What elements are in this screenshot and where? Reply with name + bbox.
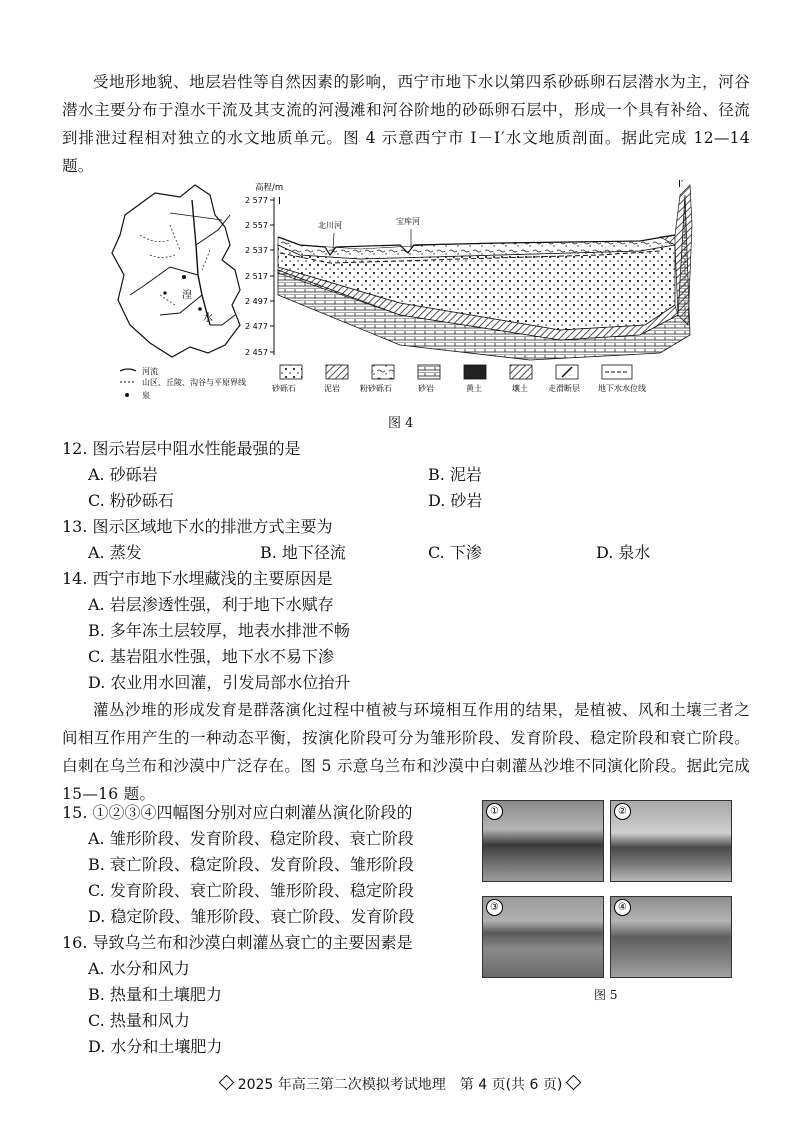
photo-1-label: ①	[486, 803, 503, 820]
y-axis-label: 高程/m	[255, 183, 284, 193]
legend-silty-gravel: 粉砂砾石	[360, 384, 392, 393]
legend-fault: 走滑断层	[548, 384, 580, 393]
question-15-option-d[interactable]: D. 稳定阶段、雏形阶段、衰亡阶段、发育阶段	[88, 907, 415, 926]
question-12-option-d[interactable]: D. 砂岩	[428, 491, 483, 510]
question-12-option-a[interactable]: A. 砂砾岩	[88, 465, 158, 484]
question-15-stem: 15. ①②③④四幅图分别对应白刺灌丛演化阶段的	[62, 803, 413, 822]
page-footer	[0, 1074, 800, 1094]
question-14-stem: 14. 西宁市地下水埋藏浅的主要原因是	[62, 569, 333, 588]
svg-text:2 537: 2 537	[245, 246, 268, 255]
legend-mudstone: 泥岩	[324, 384, 340, 393]
figure-4-drawing	[100, 175, 700, 410]
question-16-stem: 16. 导致乌兰布和沙漠白刺灌丛衰亡的主要因素是	[62, 933, 413, 952]
footer-diamond-right-icon	[566, 1075, 582, 1091]
legend-sandstone: 砂岩	[418, 384, 434, 393]
question-13-option-c[interactable]: C. 下渗	[428, 543, 482, 562]
cross-section	[245, 179, 692, 360]
svg-text:2 517: 2 517	[245, 272, 268, 281]
footer-text: 2025 年高三第二次模拟考试地理 第 4 页(共 6 页)	[237, 1077, 563, 1093]
svg-text:2 497: 2 497	[245, 297, 268, 306]
photo-stage-4	[610, 896, 732, 978]
question-13-option-a[interactable]: A. 蒸发	[88, 543, 142, 562]
question-16-option-c[interactable]: C. 热量和风力	[88, 1011, 190, 1030]
question-14-option-b[interactable]: B. 多年冻土层较厚，地表水排泄不畅	[88, 621, 350, 640]
photo-stage-1	[482, 800, 604, 882]
map-legend	[120, 366, 246, 400]
question-14-option-d[interactable]: D. 农业用水回灌，引发局部水位抬升	[88, 673, 351, 692]
section-legend	[272, 365, 646, 393]
figure-4	[100, 175, 700, 430]
y-ticks	[245, 196, 274, 357]
question-16-option-d[interactable]: D. 水分和土壤肥力	[88, 1037, 223, 1056]
question-13-stem: 13. 图示区域地下水的排泄方式主要为	[62, 517, 333, 536]
section-start-label: I	[278, 196, 281, 207]
svg-text:2 457: 2 457	[245, 348, 268, 357]
question-12-option-c[interactable]: C. 粉砂砾石	[88, 491, 174, 510]
map-label-shui: 水	[203, 313, 213, 324]
river-baoku-label: 宝库河	[396, 217, 420, 226]
question-15-option-c[interactable]: C. 发育阶段、衰亡阶段、雏形阶段、稳定阶段	[88, 881, 414, 900]
figure-5	[480, 800, 736, 1000]
legend-loam: 壤土	[512, 384, 528, 393]
photo-stage-3	[482, 896, 604, 978]
figure-4-caption: 图 4	[388, 416, 414, 431]
question-14-option-c[interactable]: C. 基岩阻水性强，地下水不易下渗	[88, 647, 334, 666]
svg-text:2 577: 2 577	[245, 196, 268, 205]
question-13-option-d[interactable]: D. 泉水	[596, 543, 651, 562]
photo-4-label: ④	[614, 899, 631, 916]
basin-map	[112, 185, 240, 357]
legend-water-table: 地下水水位线	[598, 384, 646, 393]
photo-2-label: ②	[614, 803, 631, 820]
svg-text:2 477: 2 477	[245, 322, 268, 331]
intro-paragraph-groundwater: 受地形地貌、地层岩性等自然因素的影响，西宁市地下水以第四系砂砾卵石层潜水为主，河谷潜水主要分布于湟水干流及其支流的河漫滩和河谷阶地的砂砾卵石层中，形成一个具有补给、径流到排泄过程相对独立的水文地质单元。图 4 示意西宁市 Ⅰ－Ⅰ′水文地质剖面。据此完成 12—14 题。	[62, 73, 750, 175]
map-legend-spring: 泉	[142, 391, 150, 400]
question-15-option-a[interactable]: A. 雏形阶段、发育阶段、稳定阶段、衰亡阶段	[88, 829, 414, 848]
map-legend-boundary: 山区、丘陵、沟谷与平原界线	[142, 378, 246, 387]
question-12-stem: 12. 图示岩层中阻水性能最强的是	[62, 439, 301, 458]
photo-stage-2	[610, 800, 732, 882]
question-15-option-b[interactable]: B. 衰亡阶段、稳定阶段、发育阶段、雏形阶段	[88, 855, 414, 874]
river-beichuan-label: 北川河	[318, 221, 342, 230]
question-14-option-a[interactable]: A. 岩层渗透性强，利于地下水赋存	[88, 595, 334, 614]
question-13-option-b[interactable]: B. 地下径流	[260, 543, 346, 562]
map-legend-river: 河流	[142, 367, 158, 376]
photo-3-label: ③	[486, 899, 503, 916]
map-label-huang: 湟	[182, 290, 192, 301]
legend-gravel: 砂砾石	[272, 384, 296, 393]
question-12-option-b[interactable]: B. 泥岩	[428, 465, 482, 484]
question-16-option-b[interactable]: B. 热量和土壤肥力	[88, 985, 222, 1004]
section-end-label: I′	[678, 179, 684, 190]
legend-loess: 黄土	[466, 384, 482, 393]
footer-diamond-left-icon	[218, 1075, 234, 1091]
question-16-option-a[interactable]: A. 水分和风力	[88, 959, 190, 978]
svg-text:2 557: 2 557	[245, 221, 268, 230]
intro-paragraph-nitraria: 灌丛沙堆的形成发育是群落演化过程中植被与环境相互作用的结果，是植被、风和土壤三者之间相互作用产生的一种动态平衡，按演化阶段可分为雏形阶段、发育阶段、稳定阶段和衰亡阶段。白刺在乌兰布和沙漠中广泛存在。图 5 示意乌兰布和沙漠中白刺灌丛沙堆不同演化阶段。据此完成 15—16 题。	[62, 701, 750, 803]
figure-5-caption: 图 5	[594, 988, 618, 1002]
